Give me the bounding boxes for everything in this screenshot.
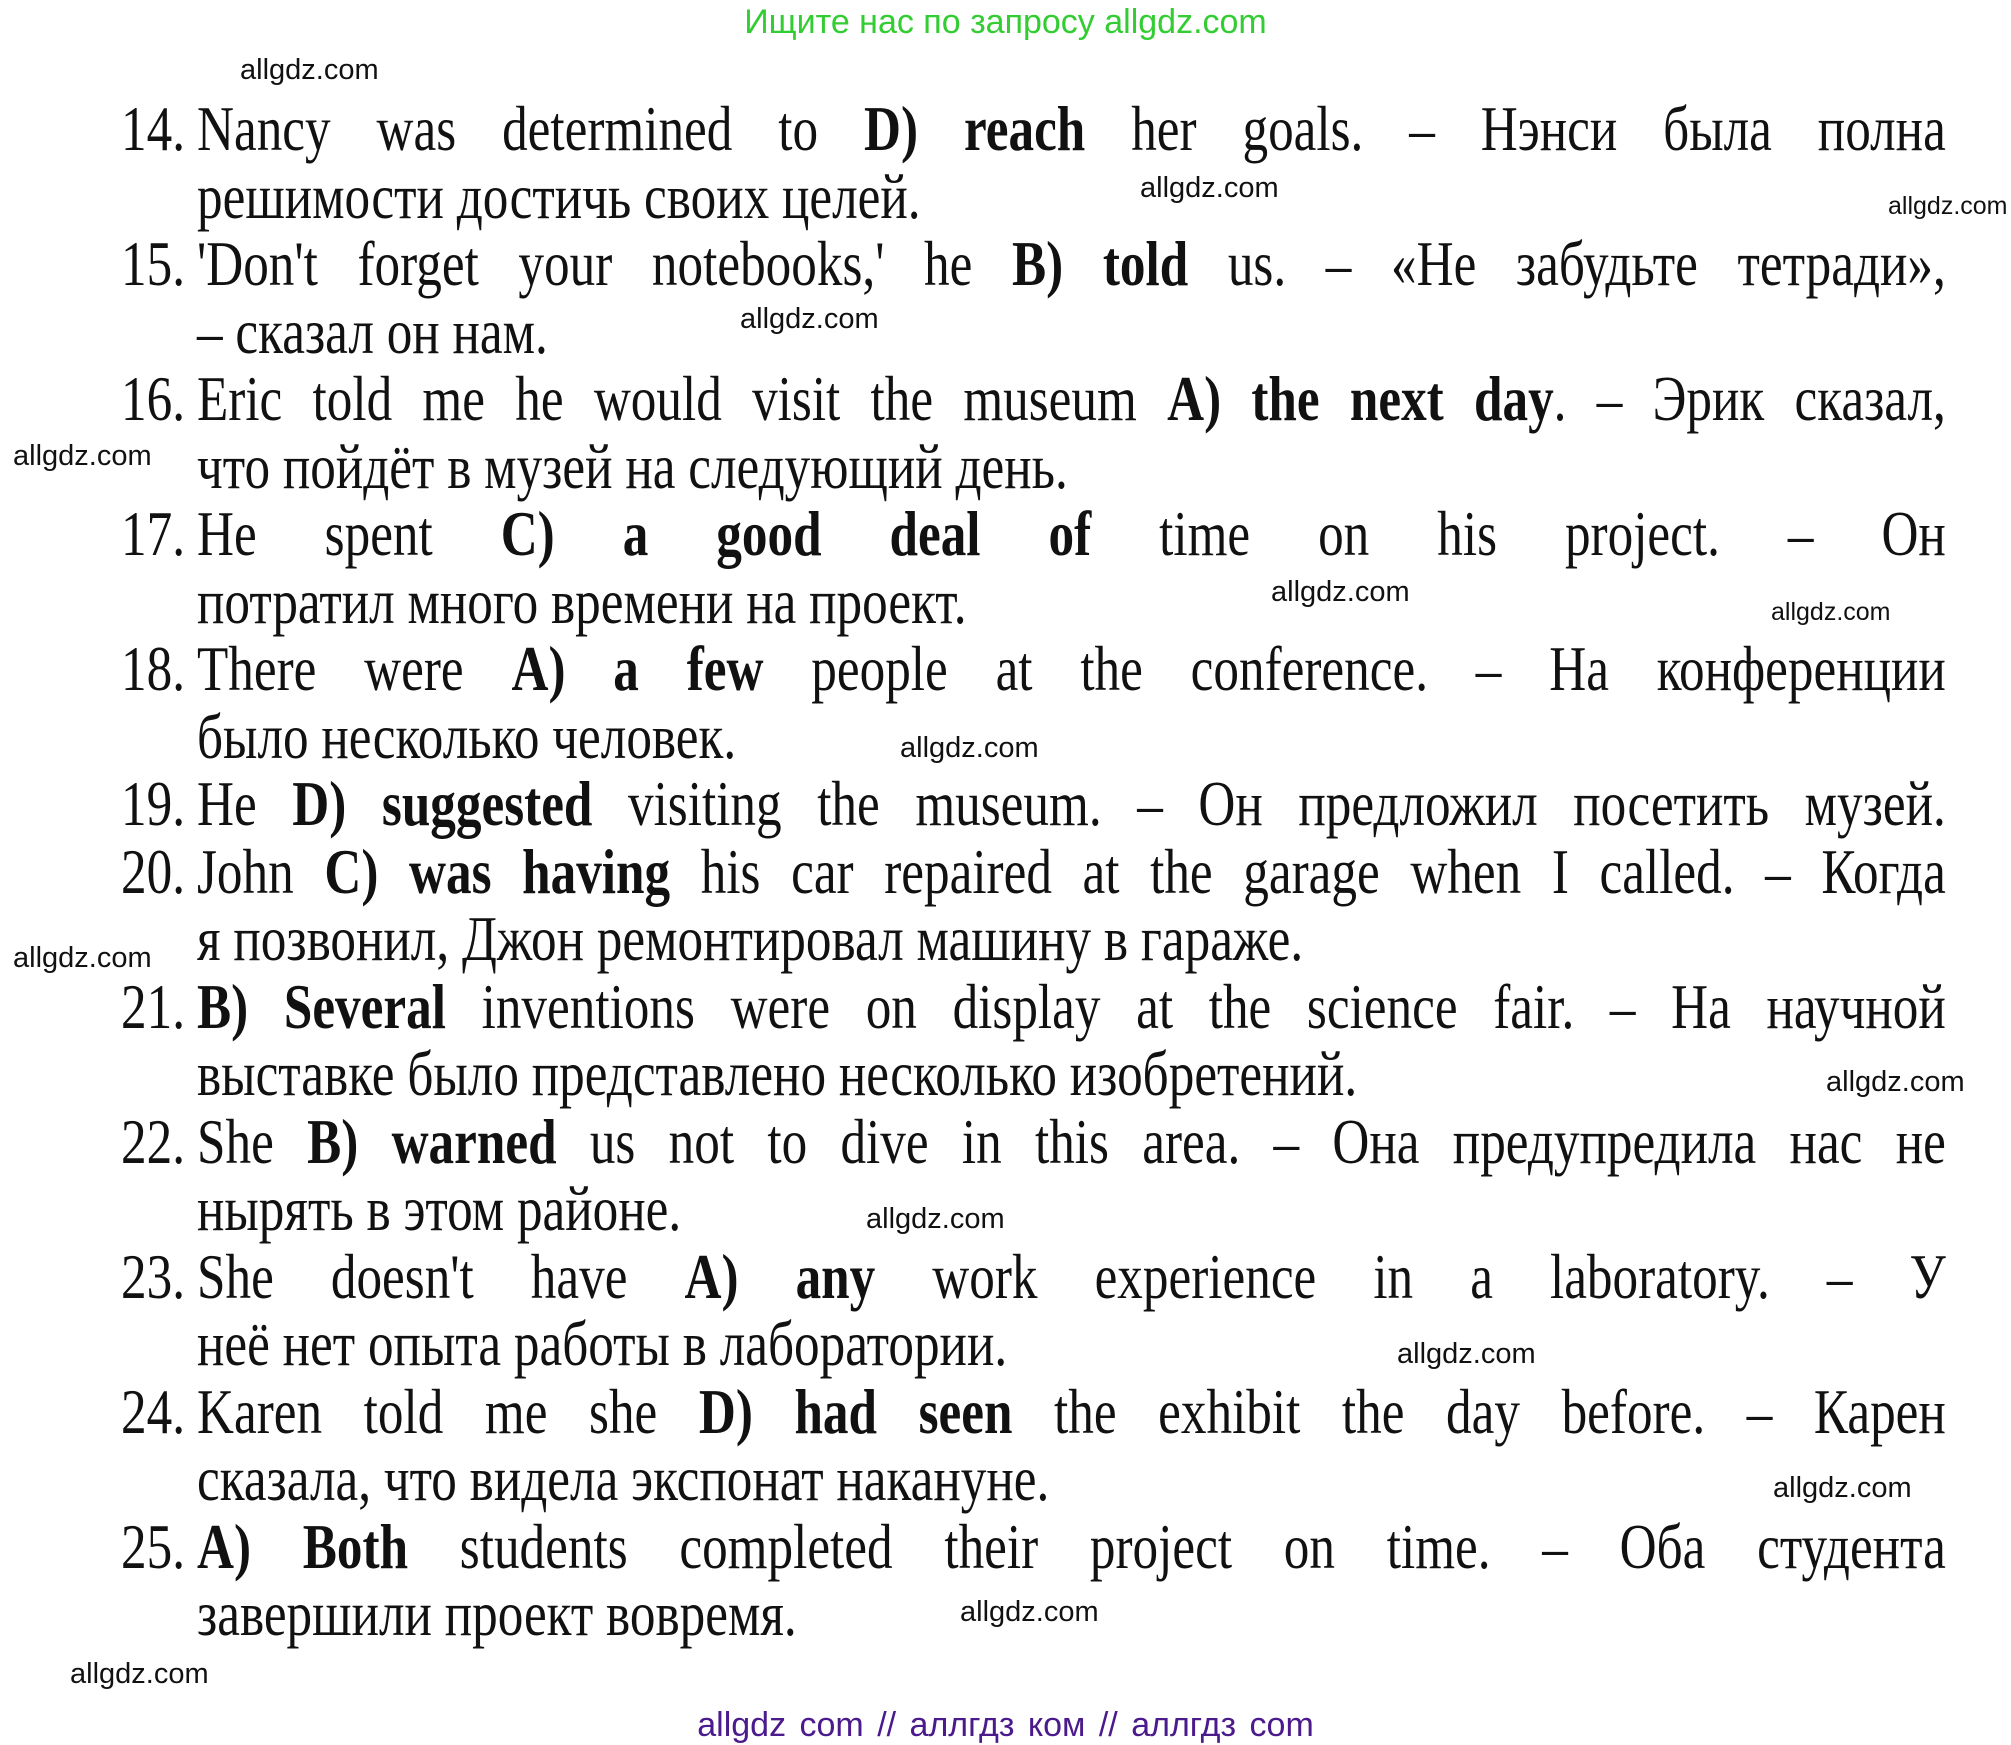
sentence-text: Eric told me he would visit the museum [197, 363, 1168, 434]
watermark: allgdz.com [13, 942, 152, 974]
item-number: 22. [121, 1105, 185, 1177]
sentence-text: сказала, что видела экспонат накануне. [197, 1443, 1050, 1514]
item-number: 17. [121, 498, 185, 569]
answer-item [121, 770, 1946, 838]
watermark: allgdz.com [1771, 598, 1891, 626]
sentence-text: people at the conference. – На конференции [763, 633, 1946, 704]
item-number: 15. [121, 228, 185, 299]
answer-item [121, 835, 1946, 974]
watermark: allgdz.com [900, 732, 1039, 764]
text-line [197, 565, 1946, 637]
watermark: allgdz.com [1397, 1338, 1536, 1370]
text-line [197, 295, 1946, 367]
item-number: 23. [121, 1240, 185, 1312]
text-line [197, 1510, 1946, 1582]
item-number: 21. [121, 970, 185, 1042]
sentence-text: решимости достичь своих целей. [197, 160, 921, 232]
answer-choice: B) told [1012, 228, 1189, 299]
sentence-text: 'Don't forget your notebooks,' he [197, 228, 1012, 299]
sentence-text: time on his project. – Он [1091, 498, 1946, 569]
sentence-text: She [197, 1105, 308, 1177]
watermark: allgdz.com [1140, 172, 1279, 204]
answer-item [121, 95, 1946, 230]
sentence-text: us not to dive in this area. – Она предупредила нас не [556, 1105, 1946, 1177]
sentence-text: She doesn't have [197, 1240, 685, 1312]
text-line [197, 430, 1946, 502]
item-number: 18. [121, 633, 185, 704]
text-line [197, 835, 1946, 907]
answers-list [121, 95, 1946, 1648]
text-line [197, 905, 1946, 973]
text-line [197, 1310, 1946, 1378]
sentence-text: students completed their project on time. – Оба студента [408, 1510, 1946, 1582]
watermark: allgdz.com [1271, 576, 1410, 608]
answer-choice: A) any [684, 1240, 876, 1312]
answer-choice: A) Both [197, 1510, 409, 1582]
answer-choice: D) reach [864, 93, 1086, 164]
text-line [197, 1445, 1946, 1513]
text-line [197, 770, 1946, 838]
sentence-text: us. – «Не забудьте тетради», [1188, 228, 1946, 299]
answer-item [121, 365, 1946, 500]
watermark: allgdz.com [1773, 1472, 1912, 1504]
sentence-text: завершили проект вовремя. [197, 1578, 797, 1649]
answer-item [121, 230, 1946, 365]
item-number: 25. [121, 1510, 185, 1582]
answer-choice: B) Several [197, 970, 446, 1042]
answer-choice: D) had seen [698, 1375, 1013, 1447]
text-line [197, 95, 1946, 163]
answer-item [121, 1105, 1946, 1244]
sentence-text: inventions were on display at the science fair. – На научной [445, 970, 1946, 1042]
text-line [197, 1240, 1946, 1312]
item-number: 20. [121, 835, 185, 907]
sentence-text: нырять в этом районе. [197, 1173, 682, 1244]
text-line [197, 365, 1946, 433]
text-line [197, 700, 1946, 772]
text-line [197, 500, 1946, 568]
item-number: 24. [121, 1375, 185, 1447]
sentence-text: что пойдёт в музей на следующий день. [197, 430, 1068, 502]
sentence-text: John [197, 835, 325, 907]
text-line [197, 1175, 1946, 1243]
sentence-text: He [197, 768, 293, 839]
answer-choice: D) suggested [292, 768, 593, 839]
watermark: allgdz.com [740, 303, 879, 335]
sentence-text: There were [197, 633, 512, 704]
answer-choice: A) a few [511, 633, 764, 704]
sentence-text: – сказал он нам. [197, 295, 548, 367]
answer-item [121, 1240, 1946, 1379]
item-number: 19. [121, 768, 185, 839]
watermark: allgdz.com [70, 1658, 209, 1690]
sentence-text: Nancy was determined to [197, 93, 865, 164]
sentence-text: visiting the museum. – Он предложил посетить музей. [592, 768, 1946, 839]
watermark: allgdz.com [1826, 1066, 1965, 1098]
sentence-text: . – Эрик сказал, [1553, 363, 1946, 434]
answer-item [121, 500, 1946, 635]
sentence-text: было несколько человек. [197, 700, 737, 772]
answer-choice: A) the next day [1167, 363, 1554, 434]
answer-item [121, 1375, 1946, 1514]
text-line [197, 230, 1946, 298]
sentence-text: his car repaired at the garage when I called. – Когда [670, 835, 1946, 907]
item-number: 14. [121, 93, 185, 164]
sentence-text: He spent [197, 498, 501, 569]
item-number: 16. [121, 363, 185, 434]
answer-choice: C) a good deal of [500, 498, 1092, 569]
sentence-text: the exhibit the day before. – Карен [1012, 1375, 1946, 1447]
site-footer: allgdz com // аллгдз ком // аллгдз com [697, 1706, 1314, 1744]
text-line [197, 635, 1946, 703]
sentence-text: потратил много времени на проект. [197, 565, 967, 637]
watermark: allgdz.com [960, 1596, 1099, 1628]
watermark: allgdz.com [240, 54, 379, 86]
text-line [197, 1105, 1946, 1177]
sentence-text: выставке было представлено несколько изобретений. [197, 1038, 1358, 1109]
sentence-text: work experience in a laboratory. – У [875, 1240, 1946, 1312]
sentence-text: her goals. – Нэнси была полна [1085, 93, 1946, 164]
text-line [197, 1375, 1946, 1447]
search-banner: Ищите нас по запросу allgdz.com [744, 3, 1267, 41]
text-line [197, 970, 1946, 1042]
text-line [197, 1040, 1946, 1108]
watermark: allgdz.com [866, 1203, 1005, 1235]
text-line [197, 160, 1946, 232]
answer-choice: C) was having [324, 835, 671, 907]
answer-choice: B) warned [307, 1105, 557, 1177]
answer-item [121, 970, 1946, 1109]
watermark: allgdz.com [13, 440, 152, 472]
sentence-text: я позвонил, Джон ремонтировал машину в гараже. [197, 903, 1304, 974]
sentence-text: Karen told me she [197, 1375, 699, 1447]
sentence-text: неё нет опыта работы в лаборатории. [197, 1308, 1008, 1379]
watermark: allgdz.com [1888, 192, 2008, 220]
